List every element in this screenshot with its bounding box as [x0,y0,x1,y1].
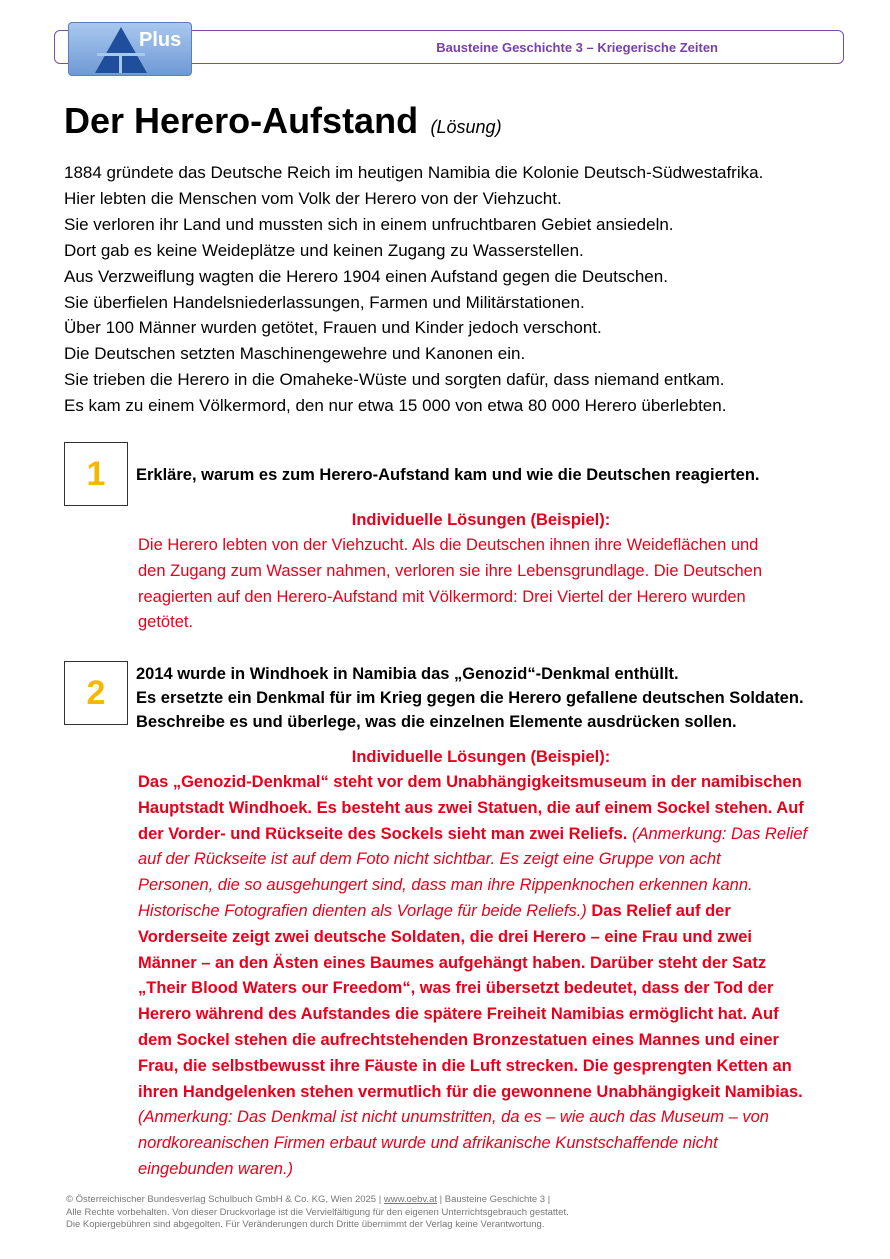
question-line: Es ersetzte ein Denkmal für im Krieg gegen die Herero gefallene deutschen Soldaten. [136,689,804,707]
solution-line: den Zugang zum Wasser nahmen, verloren sie ihre Lebensgrundlage. Die Deutschen [138,561,762,580]
task-2-question [136,662,804,734]
solution-line: eingebunden waren.) [138,1159,294,1178]
task-1-solution [138,533,838,636]
intro-line: Hier lebten die Menschen vom Volk der Herero von der Viehzucht. [64,188,562,208]
solution-line: „Their Blood Waters our Freedom“, was frei übersetzt bedeutet, dass der Tod der [138,979,774,998]
footer-line [66,1194,569,1207]
task-1-number-box: 1 [64,442,128,506]
solution-text-bold: der Vorder- und Rückseite des Sockels sieht man zwei Reliefs. [138,824,628,843]
footer-line: Alle Rechte vorbehalten. Von dieser Druckvorlage ist die Vervielfältigung für den eigenen Unterrichtsgebrauch gestattet. [66,1206,569,1218]
solution-line: reagierten auf den Herero-Aufstand mit Völkermord: Drei Viertel der Herero wurden [138,587,746,606]
task-1-question: Erkläre, warum es zum Herero-Aufstand kam und wie die Deutschen reagierten. [136,466,760,484]
intro-line: Dort gab es keine Weideplätze und keinen Zugang zu Wasserstellen. [64,240,584,260]
question-line: 2014 wurde in Windhoek in Namibia das „Genozid“-Denkmal enthüllt. [136,665,679,683]
intro-line: 1884 gründete das Deutsche Reich im heutigen Namibia die Kolonie Deutsch-Südwestafrika. [64,163,764,182]
footer-line: Die Kopiergebühren sind abgegolten. Für Veränderungen durch Dritte übernimmt der Verlag keine Verantwortung. [66,1219,545,1230]
intro-line: Es kam zu einem Völkermord, den nur etwa 15 000 von etwa 80 000 Herero überlebten. [64,396,727,416]
solution-line: getötet. [138,613,194,632]
solution-line [138,899,838,925]
intro-line: Sie trieben die Herero in die Omaheke-Wüste und sorgten dafür, dass niemand entkam. [64,370,725,390]
solution-line: Vorderseite zeigt zwei deutsche Soldaten, die drei Herero – eine Frau und zwei [138,927,753,946]
solution-line: Die Herero lebten von der Viehzucht. Als die Deutschen ihnen ihre Weideflächen und [138,536,759,554]
solution-note-italic: (Anmerkung: Das Relief [631,824,808,843]
title-block [64,100,502,142]
logo-text: Plus [139,29,182,51]
solution-line: Personen, die so ausgehungert sind, dass man ihre Rippenknochen erkennen kann. [138,876,753,895]
solution-line: dem Sockel stehen die aufrechtstehenden Bronzestatuen eines Mannes und einer [138,1030,779,1049]
intro-line: Sie verloren ihr Land und mussten sich in einem unfruchtbaren Gebiet ansiedeln. [64,214,674,234]
solution-note-italic: Historische Fotografien dienten als Vorlage für beide Reliefs.) [138,901,587,920]
series-title: Bausteine Geschichte 3 – Kriegerische Zeiten [436,40,718,55]
intro-line: Über 100 Männer wurden getötet, Frauen und Kinder jedoch verschont. [64,318,602,338]
solution-text-bold: Das Relief auf der [591,901,731,920]
task-2-solution [138,770,838,1183]
solution-line: auf der Rückseite ist auf dem Foto nicht sichtbar. Es zeigt eine Gruppe von acht [138,850,721,869]
question-line: Beschreibe es und überlege, was die einzelnen Elemente ausdrücken sollen. [136,713,737,731]
plus-logo [68,22,192,76]
task-2-solution-heading: Individuelle Lösungen (Beispiel): [351,748,611,766]
solution-line: Herero während des Aufstandes die spätere Freiheit Namibias ermöglicht hat. Auf [138,1005,779,1024]
intro-line: Sie überfielen Handelsniederlassungen, Farmen und Militärstationen. [64,292,585,312]
footer-series: | Bausteine Geschichte 3 | [439,1194,551,1205]
page-subtitle: (Lösung) [430,117,502,137]
copyright-text: © Österreichischer Bundesverlag Schulbuch GmbH & Co. KG, Wien 2025 | [66,1194,382,1205]
intro-text [64,160,844,419]
solution-line: Das „Genozid-Denkmal“ steht vor dem Unabhängigkeitsmuseum in der namibischen [138,773,802,791]
footer [66,1194,569,1232]
solution-line: Hauptstadt Windhoek. Es besteht aus zwei Statuen, die auf einem Sockel stehen. Auf [138,798,804,817]
solution-line: ihren Handgelenken stehen vermutlich für die gewonnene Unabhängigkeit Namibias. [138,1082,803,1101]
solution-line [138,822,838,848]
intro-line: Die Deutschen setzten Maschinengewehre und Kanonen ein. [64,344,526,364]
task-2-number-box: 2 [64,661,128,725]
solution-line: Frau, die selbstbewusst ihre Fäuste in die Luft strecken. Die gesprengten Ketten an [138,1056,792,1075]
solution-line: Männer – an den Ästen eines Baumes aufgehängt haben. Darüber steht der Satz [138,953,767,972]
page-title: Der Herero-Aufstand [64,100,419,141]
solution-line: (Anmerkung: Das Denkmal ist nicht unumstritten, da es – wie auch das Museum – von [138,1108,769,1127]
publisher-link[interactable]: www.oebv.at [383,1194,437,1205]
task-1-solution-heading: Individuelle Lösungen (Beispiel): [351,511,611,529]
solution-line: nordkoreanischen Firmen erbaut wurde und afrikanische Kunstschaffende nicht [138,1134,718,1153]
intro-line: Aus Verzweiflung wagten die Herero 1904 einen Aufstand gegen die Deutschen. [64,266,668,286]
